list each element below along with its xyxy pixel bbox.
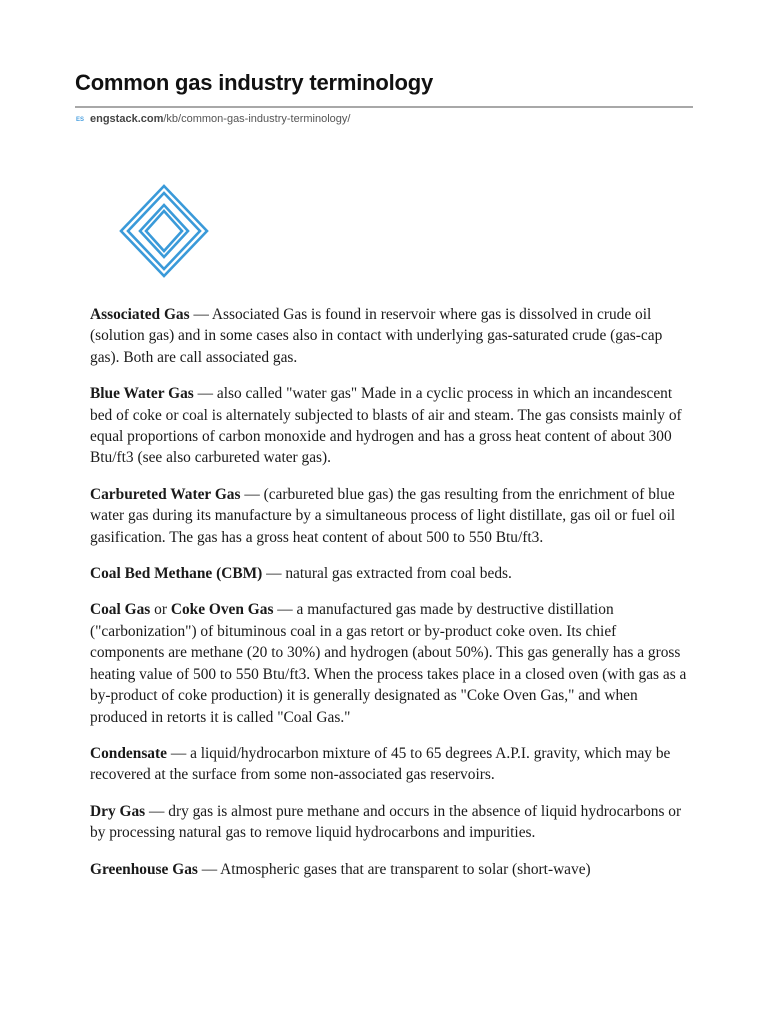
term-separator: — xyxy=(197,860,221,878)
term-entry xyxy=(90,304,690,368)
term-entry xyxy=(90,801,690,844)
term-entry xyxy=(90,383,690,469)
term-name: Coal Bed Methane (CBM) xyxy=(90,565,263,583)
term-name: Blue Water Gas xyxy=(90,385,194,403)
term-name: Associated Gas xyxy=(90,306,190,323)
term-entry xyxy=(90,859,690,880)
term-definition: Atmospheric gases that are transparent to solar (short-wave) xyxy=(220,860,591,878)
source-link[interactable] xyxy=(76,113,350,125)
term-separator: — xyxy=(166,744,191,762)
term-separator: — xyxy=(273,601,297,619)
term-definition: (carbureted blue gas) the gas resulting from the enrichment of blue water gas during its manufacture by a simultaneous process of light distillate, gas oil or fuel oil gasification. The gas has a gross heat content of about 500 to 550 Btu/ft3. xyxy=(90,485,676,546)
term-name: Coal Gas xyxy=(90,601,151,619)
term-name: Greenhouse Gas xyxy=(90,860,198,878)
diamond-logo-icon xyxy=(118,183,210,283)
term-definition: a liquid/hydrocarbon mixture of 45 to 65 degrees A.P.I. gravity, which may be recovered at the surface from some non-associated gas reservoirs. xyxy=(90,744,671,784)
term-definition: dry gas is almost pure methane and occurs in the absence of liquid hydrocarbons or by processing natural gas to remove liquid hydrocarbons and impurities. xyxy=(90,802,682,842)
page-title: Common gas industry terminology xyxy=(75,70,434,95)
term-definition: natural gas extracted from coal beds. xyxy=(285,565,512,583)
term-definition: a manufactured gas made by destructive distillation ("carbonization") of bituminous coal in a gas retort or by-product coke oven. Its chief components are methane (20 to 30%) and hydrogen (about 50%). This gas generally has a gross heating value of 500 to 550 Btu/ft3. When the process takes place in a closed oven (with gas as a by-product of coke production) it is generally designated as "Coke Oven Gas," and when produced in retorts it is called "Coal Gas." xyxy=(90,601,687,726)
source-path: /kb/common-gas-industry-terminology/ xyxy=(163,113,351,125)
term-name: Condensate xyxy=(90,744,167,762)
source-domain: engstack.com xyxy=(90,113,164,125)
term-separator: — xyxy=(240,485,264,503)
terminology-list xyxy=(90,304,690,895)
term-entry xyxy=(90,484,690,548)
term-entry xyxy=(90,743,690,786)
term-separator: — xyxy=(189,306,212,323)
site-favicon-icon: ES xyxy=(76,117,85,123)
term-entry xyxy=(90,563,690,584)
term-name: Carbureted Water Gas xyxy=(90,485,241,503)
term-separator: — xyxy=(262,565,286,583)
term-definition: Associated Gas is found in reservoir where gas is dissolved in crude oil (solution gas) and in some cases also in contact with underlying gas-saturated crude (gas-cap gas). Both are call associated gas. xyxy=(90,306,663,366)
term-name: Dry Gas xyxy=(90,802,146,820)
term-connector: or xyxy=(150,601,171,619)
term-separator: — xyxy=(145,802,169,820)
term-definition: also called "water gas" Made in a cyclic process in which an incandescent bed of coke or coal is alternately subjected to blasts of air and steam. The gas consists mainly of equal proportions of carbon monoxide and hydrogen and has a gross heat content of about 300 Btu/ft3 (see also carbureted water gas). xyxy=(90,385,682,467)
term-separator: — xyxy=(193,385,217,403)
term-entry xyxy=(90,599,690,727)
title-divider xyxy=(75,106,693,108)
term-name-alt: Coke Oven Gas xyxy=(170,601,274,619)
